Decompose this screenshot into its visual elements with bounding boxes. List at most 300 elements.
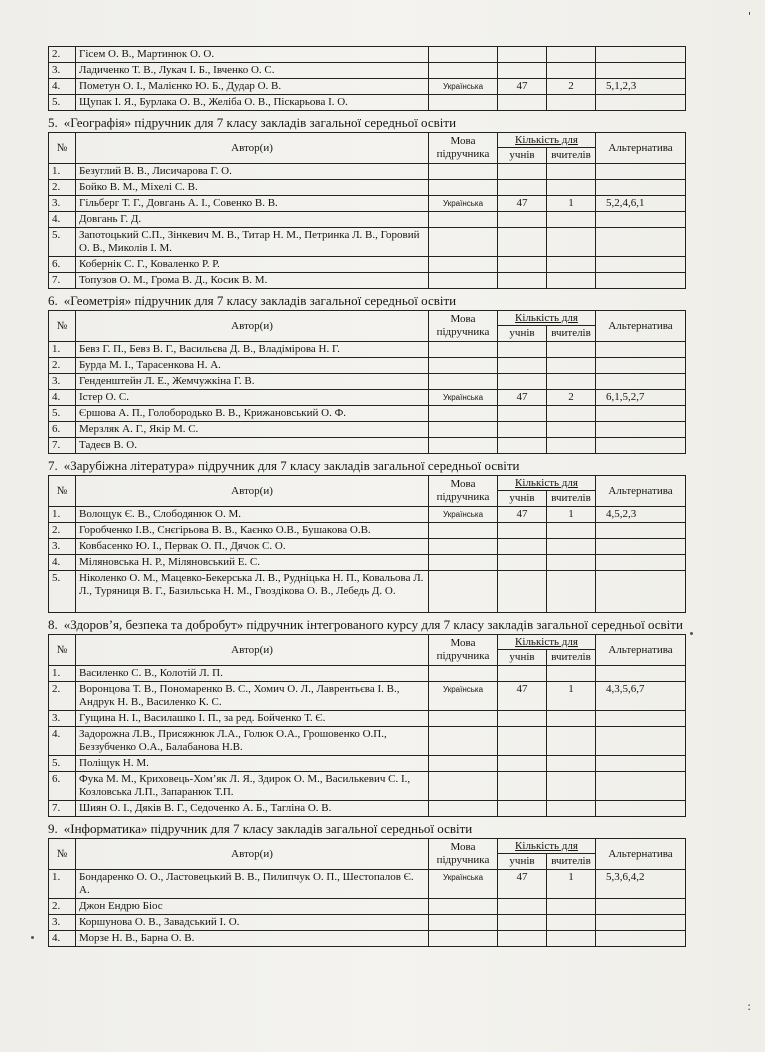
students-count-cell (498, 756, 547, 772)
header-alternative: Альтернатива (596, 839, 686, 870)
language-cell (429, 228, 498, 257)
row-number: 7. (49, 801, 76, 817)
students-count-cell: 47 (498, 390, 547, 406)
table-row (49, 212, 686, 228)
teachers-count-cell (547, 164, 596, 180)
table-row (49, 801, 686, 817)
row-number: 3. (49, 196, 76, 212)
header-count: Кількість для (498, 476, 596, 491)
students-count-cell (498, 406, 547, 422)
teachers-count-cell (547, 772, 596, 801)
language-cell (429, 273, 498, 289)
students-count-cell (498, 899, 547, 915)
alternative-cell: 4,5,2,3 (596, 507, 686, 523)
header-alternative: Альтернатива (596, 476, 686, 507)
language-cell: Українська (429, 682, 498, 711)
author-cell: Гільберг Т. Г., Довгань А. І., Совенко В. В. (76, 196, 429, 212)
table-row (49, 915, 686, 931)
header-count: Кількість для (498, 311, 596, 326)
students-count-cell (498, 539, 547, 555)
table-row (49, 870, 686, 899)
header-author: Автор(и) (76, 839, 429, 870)
table-row (49, 406, 686, 422)
alternative-cell: 5,3,6,4,2 (596, 870, 686, 899)
language-cell: Українська (429, 196, 498, 212)
teachers-count-cell (547, 539, 596, 555)
document-content (48, 46, 685, 947)
author-cell: Ковбасенко Ю. І., Первак О. П., Дячок С. О. (76, 539, 429, 555)
language-cell (429, 555, 498, 571)
textbook-table (48, 838, 686, 947)
author-cell: Гісем О. В., Мартинюк О. О. (76, 47, 429, 63)
row-number: 2. (49, 180, 76, 196)
row-number: 5. (49, 228, 76, 257)
row-number: 1. (49, 164, 76, 180)
author-cell: Топузов О. М., Грома В. Д., Косик В. М. (76, 273, 429, 289)
students-count-cell (498, 212, 547, 228)
table-row (49, 555, 686, 571)
teachers-count-cell (547, 899, 596, 915)
section-number: 5. (48, 115, 58, 130)
row-number: 3. (49, 374, 76, 390)
header-students: учнів (498, 650, 547, 666)
language-cell (429, 539, 498, 555)
teachers-count-cell (547, 212, 596, 228)
row-number: 4. (49, 212, 76, 228)
table-row (49, 682, 686, 711)
table-row (49, 711, 686, 727)
header-language: Мова підручника (429, 311, 498, 342)
section-title (48, 294, 685, 308)
section-title (48, 459, 685, 473)
students-count-cell (498, 228, 547, 257)
author-cell: Гущина Н. І., Василашко І. П., за ред. Бойченко Т. Є. (76, 711, 429, 727)
language-cell (429, 342, 498, 358)
alternative-cell (596, 63, 686, 79)
row-number: 4. (49, 390, 76, 406)
students-count-cell (498, 47, 547, 63)
alternative-cell (596, 358, 686, 374)
table-row (49, 438, 686, 454)
textbook-table (48, 132, 686, 289)
header-author: Автор(и) (76, 133, 429, 164)
header-count: Кількість для (498, 133, 596, 148)
teachers-count-cell (547, 523, 596, 539)
header-language: Мова підручника (429, 635, 498, 666)
author-cell: Волощук Є. В., Слободянюк О. М. (76, 507, 429, 523)
students-count-cell (498, 95, 547, 111)
author-cell: Безуглий В. В., Лисичарова Г. О. (76, 164, 429, 180)
table-row (49, 756, 686, 772)
students-count-cell (498, 358, 547, 374)
author-cell: Кобернік С. Г., Коваленко Р. Р. (76, 257, 429, 273)
row-number: 6. (49, 422, 76, 438)
header-row (49, 839, 686, 854)
table-row (49, 95, 686, 111)
language-cell (429, 666, 498, 682)
table-row (49, 539, 686, 555)
row-number: 1. (49, 870, 76, 899)
table-row (49, 523, 686, 539)
header-language: Мова підручника (429, 839, 498, 870)
alternative-cell: 6,1,5,2,7 (596, 390, 686, 406)
students-count-cell: 47 (498, 682, 547, 711)
header-alternative: Альтернатива (596, 635, 686, 666)
alternative-cell (596, 772, 686, 801)
author-cell: Василенко С. В., Колотій Л. П. (76, 666, 429, 682)
teachers-count-cell (547, 756, 596, 772)
scan-dot-1 (31, 936, 34, 939)
students-count-cell (498, 931, 547, 947)
alternative-cell (596, 539, 686, 555)
language-cell (429, 358, 498, 374)
author-cell: Єршова А. П., Голобородько В. В., Крижановський О. Ф. (76, 406, 429, 422)
students-count-cell (498, 438, 547, 454)
section-title-text: «Географія» підручник для 7 класу закладів загальної середньої освіти (63, 115, 457, 130)
author-cell: Істер О. С. (76, 390, 429, 406)
alternative-cell (596, 666, 686, 682)
table-row (49, 571, 686, 613)
students-count-cell (498, 422, 547, 438)
teachers-count-cell (547, 273, 596, 289)
alternative-cell (596, 406, 686, 422)
author-cell: Тадеєв В. О. (76, 438, 429, 454)
header-number: № (49, 133, 76, 164)
row-number: 2. (49, 682, 76, 711)
row-number: 5. (49, 571, 76, 613)
teachers-count-cell (547, 801, 596, 817)
language-cell (429, 915, 498, 931)
students-count-cell (498, 666, 547, 682)
table-row (49, 666, 686, 682)
header-author: Автор(и) (76, 311, 429, 342)
teachers-count-cell: 1 (547, 682, 596, 711)
language-cell: Українська (429, 870, 498, 899)
language-cell (429, 438, 498, 454)
table-row (49, 422, 686, 438)
language-cell (429, 406, 498, 422)
textbook-table (48, 310, 686, 454)
teachers-count-cell (547, 95, 596, 111)
row-number: 6. (49, 772, 76, 801)
language-cell (429, 571, 498, 613)
header-language: Мова підручника (429, 133, 498, 164)
header-teachers: вчителів (547, 148, 596, 164)
students-count-cell (498, 180, 547, 196)
header-count: Кількість для (498, 635, 596, 650)
language-cell: Українська (429, 390, 498, 406)
row-number: 5. (49, 756, 76, 772)
language-cell (429, 374, 498, 390)
header-author: Автор(и) (76, 635, 429, 666)
students-count-cell (498, 342, 547, 358)
language-cell: Українська (429, 79, 498, 95)
header-students: учнів (498, 148, 547, 164)
table-row (49, 390, 686, 406)
header-number: № (49, 311, 76, 342)
header-alternative: Альтернатива (596, 133, 686, 164)
header-students: учнів (498, 326, 547, 342)
table-row (49, 342, 686, 358)
teachers-count-cell (547, 342, 596, 358)
author-cell: Фука М. М., Криховець-Хом’як Л. Я., Здирок О. М., Василькевич С. І., Козловська Л.П., Запаранюк Т.П. (76, 772, 429, 801)
header-language: Мова підручника (429, 476, 498, 507)
author-cell: Міляновська Н. Р., Міляновський Е. С. (76, 555, 429, 571)
alternative-cell (596, 342, 686, 358)
section-number: 9. (48, 821, 58, 836)
section-number: 6. (48, 293, 58, 308)
alternative-cell (596, 273, 686, 289)
teachers-count-cell (547, 571, 596, 613)
author-cell: Пометун О. І., Малієнко Ю. Б., Дудар О. В. (76, 79, 429, 95)
students-count-cell (498, 772, 547, 801)
alternative-cell (596, 571, 686, 613)
teachers-count-cell: 2 (547, 79, 596, 95)
row-number: 3. (49, 63, 76, 79)
table-row (49, 79, 686, 95)
row-number: 4. (49, 79, 76, 95)
students-count-cell (498, 257, 547, 273)
table-row (49, 228, 686, 257)
header-alternative: Альтернатива (596, 311, 686, 342)
students-count-cell (498, 711, 547, 727)
alternative-cell (596, 523, 686, 539)
alternative-cell (596, 801, 686, 817)
alternative-cell (596, 711, 686, 727)
table-row (49, 507, 686, 523)
students-count-cell (498, 571, 547, 613)
students-count-cell (498, 374, 547, 390)
row-number: 3. (49, 915, 76, 931)
header-teachers: вчителів (547, 326, 596, 342)
students-count-cell (498, 915, 547, 931)
section-title-text: «Зарубіжна література» підручник для 7 класу закладів загальної середньої освіти (63, 458, 520, 473)
row-number: 2. (49, 358, 76, 374)
header-teachers: вчителів (547, 491, 596, 507)
alternative-cell (596, 257, 686, 273)
author-cell: Запотоцький С.П., Зінкевич М. В., Титар Н. М., Петринка Л. В., Горовий О. В., Миколів І. М. (76, 228, 429, 257)
table-row (49, 358, 686, 374)
header-students: учнів (498, 491, 547, 507)
teachers-count-cell (547, 374, 596, 390)
header-author: Автор(и) (76, 476, 429, 507)
author-cell: Коршунова О. В., Завадський І. О. (76, 915, 429, 931)
students-count-cell: 47 (498, 870, 547, 899)
section-title-text: «Геометрія» підручник для 7 класу закладів загальної середньої освіти (63, 293, 457, 308)
author-cell: Шиян О. І., Дяків В. Г., Седоченко А. Б., Тагліна О. В. (76, 801, 429, 817)
students-count-cell: 47 (498, 507, 547, 523)
students-count-cell (498, 727, 547, 756)
alternative-cell (596, 374, 686, 390)
row-number: 2. (49, 899, 76, 915)
row-number: 5. (49, 406, 76, 422)
teachers-count-cell (547, 228, 596, 257)
language-cell (429, 523, 498, 539)
section-title-text: «Здоров’я, безпека та добробут» підручник інтегрованого курсу для 7 класу закладів загальної середньої освіти (63, 617, 683, 632)
students-count-cell (498, 63, 547, 79)
row-number: 7. (49, 273, 76, 289)
teachers-count-cell (547, 727, 596, 756)
students-count-cell: 47 (498, 196, 547, 212)
header-teachers: вчителів (547, 650, 596, 666)
author-cell: Ніколенко О. М., Мацевко-Бекерська Л. В., Рудніцька Н. П., Ковальова Л. Л., Туряниця В. Г., Базильська Н. М., Гвоздікова О. В., Лебедь Д. О. (76, 571, 429, 613)
language-cell: Українська (429, 507, 498, 523)
alternative-cell (596, 727, 686, 756)
section-number: 8. (48, 617, 58, 632)
row-number: 4. (49, 555, 76, 571)
table-row (49, 63, 686, 79)
top-table (48, 46, 686, 111)
alternative-cell (596, 180, 686, 196)
language-cell (429, 931, 498, 947)
students-count-cell: 47 (498, 79, 547, 95)
author-cell: Бойко В. М., Міхелі С. В. (76, 180, 429, 196)
alternative-cell: 5,1,2,3 (596, 79, 686, 95)
teachers-count-cell (547, 666, 596, 682)
header-teachers: вчителів (547, 854, 596, 870)
header-number: № (49, 476, 76, 507)
alternative-cell: 4,3,5,6,7 (596, 682, 686, 711)
row-number: 1. (49, 507, 76, 523)
table-row (49, 164, 686, 180)
row-number: 1. (49, 342, 76, 358)
section-title (48, 116, 685, 130)
students-count-cell (498, 555, 547, 571)
alternative-cell (596, 164, 686, 180)
language-cell (429, 180, 498, 196)
author-cell: Ладиченко Т. В., Лукач І. Б., Івченко О. С. (76, 63, 429, 79)
row-number: 1. (49, 666, 76, 682)
students-count-cell (498, 523, 547, 539)
author-cell: Воронцова Т. В., Пономаренко В. С., Хомич О. Л., Лаврентьєва І. В., Андрук Н. В., Василенко К. С. (76, 682, 429, 711)
language-cell (429, 164, 498, 180)
language-cell (429, 257, 498, 273)
students-count-cell (498, 273, 547, 289)
header-number: № (49, 839, 76, 870)
alternative-cell (596, 555, 686, 571)
section-title-text: «Інформатика» підручник для 7 класу закладів загальної середньої освіти (63, 821, 473, 836)
table-row (49, 196, 686, 212)
author-cell: Бевз Г. П., Бевз В. Г., Васильєва Д. В., Владімірова Н. Г. (76, 342, 429, 358)
language-cell (429, 756, 498, 772)
section-number: 7. (48, 458, 58, 473)
teachers-count-cell: 1 (547, 196, 596, 212)
language-cell (429, 212, 498, 228)
row-number: 5. (49, 95, 76, 111)
students-count-cell (498, 164, 547, 180)
alternative-cell: 5,2,4,6,1 (596, 196, 686, 212)
row-number: 4. (49, 931, 76, 947)
table-row (49, 180, 686, 196)
row-number: 6. (49, 257, 76, 273)
students-count-cell (498, 801, 547, 817)
teachers-count-cell: 1 (547, 870, 596, 899)
textbook-table (48, 475, 686, 613)
textbook-table (48, 634, 686, 817)
language-cell (429, 727, 498, 756)
teachers-count-cell: 1 (547, 507, 596, 523)
teachers-count-cell (547, 931, 596, 947)
teachers-count-cell (547, 711, 596, 727)
author-cell: Поліщук Н. М. (76, 756, 429, 772)
table-row (49, 47, 686, 63)
table-row (49, 273, 686, 289)
teachers-count-cell: 2 (547, 390, 596, 406)
row-number: 2. (49, 523, 76, 539)
author-cell: Генденштейн Л. Е., Жемчужкіна Г. В. (76, 374, 429, 390)
language-cell (429, 63, 498, 79)
header-students: учнів (498, 854, 547, 870)
section-title (48, 618, 685, 632)
header-row (49, 311, 686, 326)
alternative-cell (596, 422, 686, 438)
language-cell (429, 422, 498, 438)
author-cell: Морзе Н. В., Барна О. В. (76, 931, 429, 947)
table-row (49, 727, 686, 756)
row-number: 2. (49, 47, 76, 63)
teachers-count-cell (547, 555, 596, 571)
language-cell (429, 772, 498, 801)
table-row (49, 931, 686, 947)
section-title (48, 822, 685, 836)
alternative-cell (596, 915, 686, 931)
teachers-count-cell (547, 63, 596, 79)
row-number: 4. (49, 727, 76, 756)
author-cell: Бурда М. І., Тарасенкова Н. А. (76, 358, 429, 374)
table-row (49, 374, 686, 390)
teachers-count-cell (547, 406, 596, 422)
author-cell: Джон Ендрю Біос (76, 899, 429, 915)
row-number: 3. (49, 539, 76, 555)
language-cell (429, 95, 498, 111)
header-row (49, 476, 686, 491)
scan-mark-top: ' (747, 10, 751, 23)
teachers-count-cell (547, 422, 596, 438)
teachers-count-cell (547, 180, 596, 196)
header-count: Кількість для (498, 839, 596, 854)
teachers-count-cell (547, 358, 596, 374)
author-cell: Бондаренко О. О., Ластовецький В. В., Пилипчук О. П., Шестопалов Є. А. (76, 870, 429, 899)
author-cell: Горобченко І.В., Снєгірьова В. В., Каєнко О.В., Бушакова О.В. (76, 523, 429, 539)
author-cell: Мерзляк А. Г., Якір М. С. (76, 422, 429, 438)
teachers-count-cell (547, 438, 596, 454)
alternative-cell (596, 438, 686, 454)
scan-dot-2 (690, 632, 693, 635)
row-number: 7. (49, 438, 76, 454)
language-cell (429, 899, 498, 915)
author-cell: Задорожна Л.В., Присяжнюк Л.А., Голюк О.А., Грошовенко О.П., Беззубченко О.А., Балабанова Н.В. (76, 727, 429, 756)
language-cell (429, 801, 498, 817)
row-number: 3. (49, 711, 76, 727)
teachers-count-cell (547, 915, 596, 931)
language-cell (429, 711, 498, 727)
alternative-cell (596, 212, 686, 228)
header-row (49, 133, 686, 148)
teachers-count-cell (547, 47, 596, 63)
alternative-cell (596, 899, 686, 915)
alternative-cell (596, 47, 686, 63)
teachers-count-cell (547, 257, 596, 273)
alternative-cell (596, 931, 686, 947)
scan-mark-bottom: : (747, 1000, 751, 1013)
header-row (49, 635, 686, 650)
alternative-cell (596, 228, 686, 257)
author-cell: Щупак І. Я., Бурлака О. В., Желіба О. В., Піскарьова І. О. (76, 95, 429, 111)
alternative-cell (596, 95, 686, 111)
table-row (49, 257, 686, 273)
header-number: № (49, 635, 76, 666)
alternative-cell (596, 756, 686, 772)
